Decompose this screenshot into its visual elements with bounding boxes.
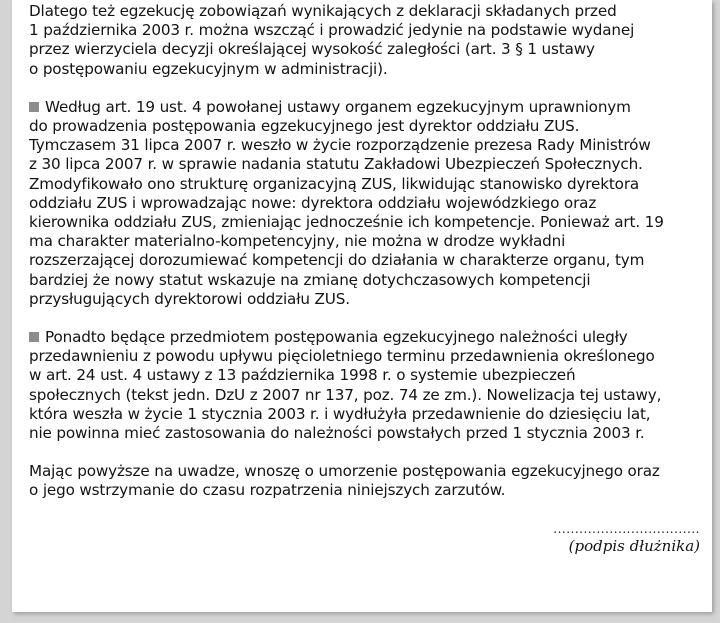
text-line: Według art. 19 ust. 4 powołanej ustawy organem egzekucyjnym uprawnionym [45,97,631,116]
text-line: rozszerzającej dorozumiewać kompetencji do działania w charakterze organu, tym [29,251,645,270]
paragraph [29,2,709,79]
text-line: kierownika oddziału ZUS, zmieniając jednocześnie ich kompetencje. Ponieważ art. 19 [29,213,664,232]
text-line: do prowadzenia postępowania egzekucyjnego jest dyrektor oddziału ZUS. [29,117,580,136]
text-line: przysługujących dyrektorowi oddziału ZUS. [29,289,350,308]
text-line: z 30 lipca 2007 r. w sprawie nadania statutu Zakładowi Ubezpieczeń Społecznych. [29,155,643,174]
text-line: która weszła w życie 1 stycznia 2003 r. i wydłużyła przedawnienie do dziesięciu lat, [29,404,651,423]
paragraph [29,98,709,309]
signature-line: .................................. [553,522,700,536]
signature-block [553,522,700,556]
text-line: Tymczasem 31 lipca 2007 r. weszło w życie rozporządzenie prezesa Rady Ministrów [29,136,651,155]
text-line: Zmodyfikowało ono strukturę organizacyjną ZUS, likwidując stanowisko dyrektora [29,174,640,193]
text-line: w art. 24 ust. 4 ustawy z 13 października 1998 r. o systemie ubezpieczeń [29,366,576,385]
text-line: 1 października 2003 r. można wszcząć i prowadzić jedynie na podstawie wydanej [29,21,635,40]
text-line: oddziału ZUS i wprowadzając nowe: dyrektora oddziału wojewódzkiego oraz [29,193,597,212]
paragraph [29,462,709,500]
document-page [12,0,712,612]
text-line: o postępowaniu egzekucyjnym w administracji). [29,59,388,78]
text-line: bardziej że nowy statut wskazuje na zmianę dotychczasowych kompetencji [29,270,591,289]
paragraph [29,328,709,443]
document-body [29,2,709,520]
text-line: Mając powyższe na uwadze, wnoszę o umorzenie postępowania egzekucyjnego oraz [29,462,660,481]
signature-label: (podpis dłużnika) [568,537,700,555]
text-line: nie powinna mieć zastosowania do należności powstałych przed 1 stycznia 2003 r. [29,424,645,443]
paragraph-bullet-icon [29,102,39,112]
paragraph-bullet-icon [29,332,39,342]
text-line: społecznych (tekst jedn. DzU z 2007 nr 137, poz. 74 ze zm.). Nowelizacja tej ustawy, [29,385,662,404]
text-line: przez wierzyciela decyzji określającej wysokość zaległości (art. 3 § 1 ustawy [29,40,595,59]
text-line: przedawnieniu z powodu upływu pięcioletniego terminu przedawnienia określonego [29,347,655,366]
text-line: Ponadto będące przedmiotem postępowania egzekucyjnego należności uległy [45,328,628,347]
text-line: Dlatego też egzekucję zobowiązań wynikających z deklaracji składanych przed [29,2,617,20]
text-line: ma charakter materialno-kompetencyjny, nie można w drodze wykładni [29,232,566,251]
text-line: o jego wstrzymanie do czasu rozpatrzenia niniejszych zarzutów. [29,481,506,500]
